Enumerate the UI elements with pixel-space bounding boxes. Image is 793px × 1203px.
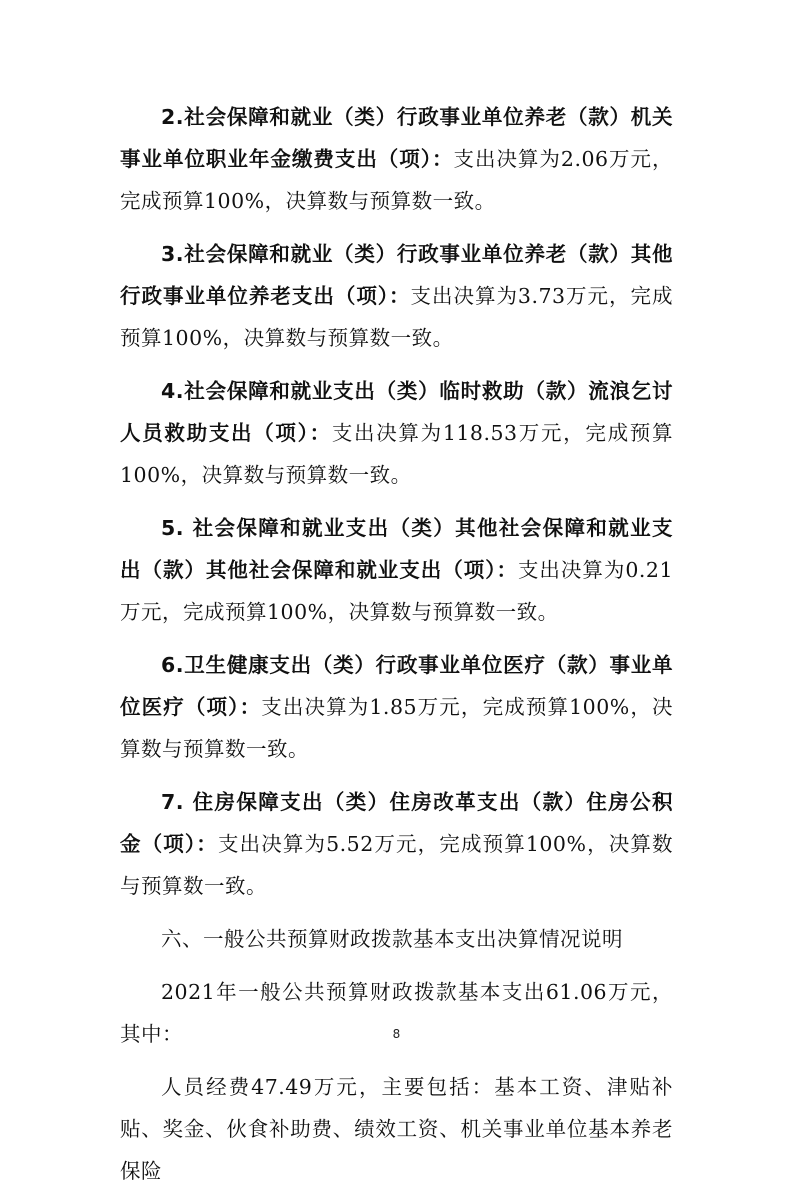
expense-item-4 <box>120 370 673 496</box>
expense-item-5 <box>120 507 673 633</box>
expense-item-6 <box>120 644 673 770</box>
expense-item-body: 支出决算为3.73万元，完成预算100%，决算数与预算数一致。 <box>120 284 673 350</box>
summary-paragraph: 2021年一般公共预算财政拨款基本支出61.06万元，其中： <box>120 980 673 1046</box>
expense-item-body: 支出决算为5.52万元，完成预算100%，决算数与预算数一致。 <box>120 832 673 898</box>
page-number: 8 <box>392 1027 401 1041</box>
expense-item-7 <box>120 781 673 907</box>
expense-item-heading: 6.卫生健康支出（类）行政事业单位医疗（款）事业单位医疗（项）： <box>120 653 673 719</box>
expense-item-heading: 4.社会保障和就业支出（类）临时救助（款）流浪乞讨人员救助支出（项）： <box>120 379 673 445</box>
expense-item-body: 支出决算为1.85万元，完成预算100%，决算数与预算数一致。 <box>120 695 673 761</box>
expense-item-heading: 2.社会保障和就业（类）行政事业单位养老（款）机关事业单位职业年金缴费支出（项）： <box>120 105 673 171</box>
section-heading: 六、一般公共预算财政拨款基本支出决算情况说明 <box>161 927 623 951</box>
expense-item-2 <box>120 96 673 222</box>
expense-item-3 <box>120 233 673 359</box>
expense-item-body: 支出决算为2.06万元，完成预算100%，决算数与预算数一致。 <box>120 147 673 213</box>
expense-item-body: 支出决算为118.53万元，完成预算100%，决算数与预算数一致。 <box>120 421 674 487</box>
expense-item-body: 支出决算为0.21万元，完成预算100%，决算数与预算数一致。 <box>120 558 673 624</box>
personnel-paragraph: 人员经费47.49万元，主要包括：基本工资、津贴补贴、奖金、伙食补助费、绩效工资、机关事业单位基本养老保险 <box>120 1075 673 1183</box>
expense-item-heading: 3.社会保障和就业（类）行政事业单位养老（款）其他行政事业单位养老支出（项）： <box>120 242 673 308</box>
expense-item-heading: 5. 社会保障和就业支出（类）其他社会保障和就业支出（款）其他社会保障和就业支出（项）： <box>120 516 673 582</box>
expense-item-heading: 7. 住房保障支出（类）住房改革支出（款）住房公积金（项）： <box>120 790 673 856</box>
